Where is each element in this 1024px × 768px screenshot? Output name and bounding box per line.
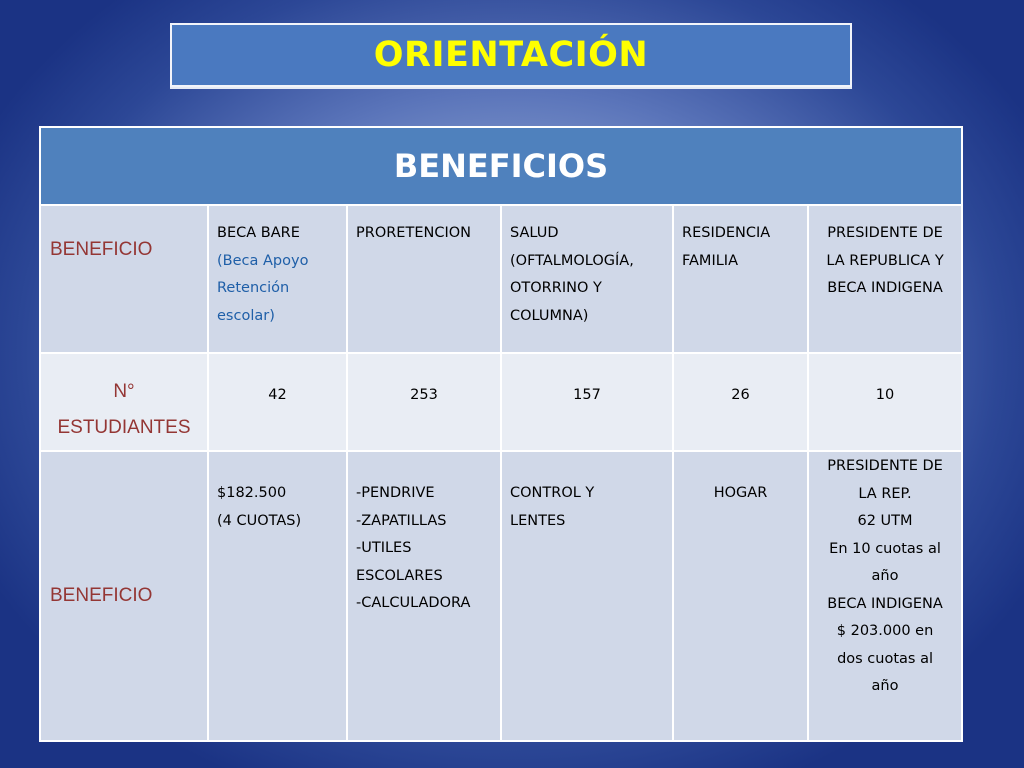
- cell-residencia-detalle: [673, 451, 808, 741]
- cell-line: LA REP.: [858, 485, 912, 502]
- cell-line: -PENDRIVE: [356, 485, 435, 501]
- cell-residencia: [673, 205, 808, 353]
- cell-line: dos cuotas al: [837, 650, 933, 667]
- slide-title-box: [170, 23, 852, 87]
- cell-proretencion-items: [347, 451, 501, 741]
- cell-line: ESCOLARES: [356, 567, 443, 584]
- count-cell: 42: [208, 353, 347, 451]
- cell-line: año: [871, 678, 899, 694]
- cell-line: (4 CUOTAS): [217, 512, 302, 529]
- slide-title: ORIENTACIÓN: [373, 35, 649, 75]
- cell-line: -CALCULADORA: [356, 595, 471, 611]
- cell-line: $182.500: [217, 485, 287, 501]
- table-row: [40, 353, 962, 451]
- cell-line: OTORRINO Y: [510, 280, 602, 296]
- table-row: [40, 451, 962, 741]
- cell-line: HOGAR: [713, 485, 768, 501]
- cell-line: LENTES: [510, 512, 566, 529]
- cell-proretencion: [347, 205, 501, 353]
- count-cell: 157: [501, 353, 673, 451]
- cell-line: Retención: [217, 280, 290, 296]
- row-label-beneficio-detalle: BENEFICIO: [40, 451, 208, 741]
- cell-line: En 10 cuotas al: [829, 540, 941, 557]
- count-cell: 253: [347, 353, 501, 451]
- cell-beca-bare-monto: [208, 451, 347, 741]
- label-line: N°: [113, 381, 135, 402]
- table-row: [40, 205, 962, 353]
- cell-line: FAMILIA: [682, 252, 738, 269]
- cell-line: SALUD: [510, 225, 559, 241]
- cell-salud-detalle: [501, 451, 673, 741]
- cell-line: (Beca Apoyo: [217, 252, 309, 269]
- cell-beca-bare: [208, 205, 347, 353]
- benefits-table: [39, 126, 963, 742]
- cell-line: BECA INDIGENA: [827, 595, 943, 612]
- cell-line: año: [871, 568, 899, 584]
- count-cell: 26: [673, 353, 808, 451]
- cell-presidente-detalle: [808, 451, 962, 741]
- cell-line: BECA BARE: [217, 225, 300, 241]
- cell-line: COLUMNA): [510, 307, 589, 324]
- cell-line: RESIDENCIA: [682, 225, 771, 241]
- row-label-beneficio: BENEFICIO: [40, 205, 208, 353]
- cell-line: -ZAPATILLAS: [356, 512, 447, 529]
- cell-line: LA REPUBLICA Y: [826, 252, 944, 269]
- cell-line: BECA INDIGENA: [827, 280, 943, 296]
- cell-line: (OFTALMOLOGÍA,: [510, 252, 634, 269]
- cell-line: 62 UTM: [857, 513, 913, 529]
- cell-salud: [501, 205, 673, 353]
- cell-line: escolar): [217, 307, 275, 324]
- cell-presidente: [808, 205, 962, 353]
- cell-line: PRESIDENTE DE: [827, 225, 943, 241]
- cell-line: $ 203.000 en: [836, 623, 934, 639]
- table-header: BENEFICIOS: [40, 127, 962, 205]
- cell-line: CONTROL Y: [510, 485, 595, 501]
- row-label-estudiantes: [40, 353, 208, 451]
- cell-line: PRORETENCION: [356, 225, 471, 241]
- cell-line: -UTILES: [356, 540, 412, 556]
- table-header-row: [40, 127, 962, 205]
- label-line: ESTUDIANTES: [57, 417, 191, 438]
- count-cell: 10: [808, 353, 962, 451]
- cell-line: PRESIDENTE DE: [827, 458, 943, 474]
